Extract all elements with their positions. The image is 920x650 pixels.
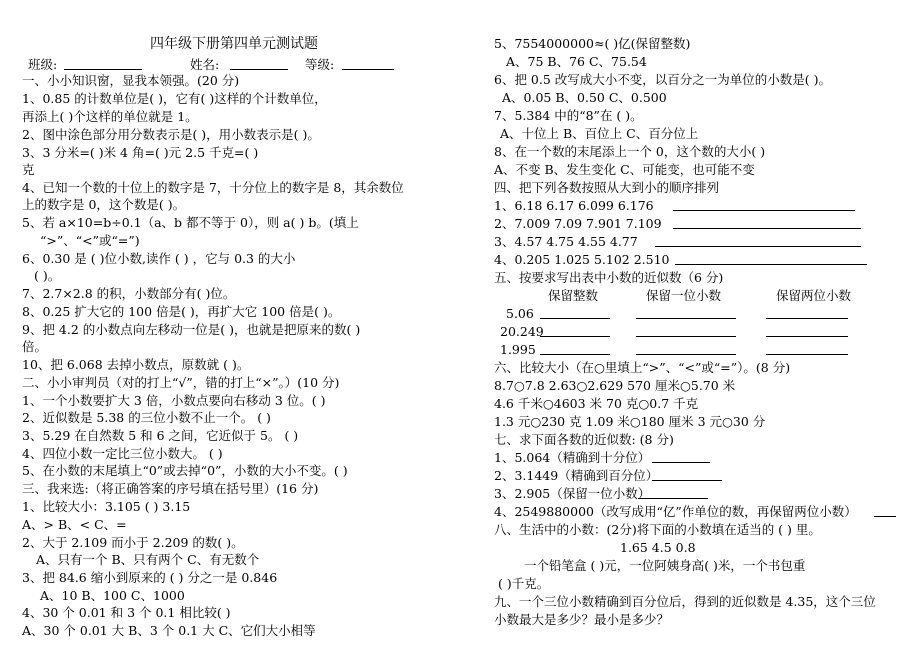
question-line: 克	[22, 162, 35, 177]
order-line-1: 1、6.18 6.17 6.099 6.176	[494, 198, 654, 213]
compare-line: 8.7○7.8 2.63○2.629 570 厘米○5.70 米	[494, 378, 736, 393]
table-cell-blank[interactable]	[540, 307, 610, 319]
approx-answer-blank[interactable]	[874, 505, 896, 517]
class-blank[interactable]	[64, 58, 142, 70]
approx-line: 3、2.905（保留一位小数）	[494, 486, 651, 501]
section-2-heading: 二、小小审判员（对的打上“√”，错的打上“×”。）(10 分)	[22, 375, 340, 390]
order-line-2: 2、7.009 7.09 7.901 7.109	[494, 216, 662, 231]
compare-line: 4.6 千米○4603 米 70 克○0.7 千克	[494, 396, 699, 411]
fill-line: ( )千克。	[498, 576, 550, 591]
approx-line: 2、3.1449（精确到百分位）	[494, 468, 659, 483]
table-cell-blank[interactable]	[636, 325, 736, 337]
question-line: 4、已知一个数的十位上的数字是 7，十分位上的数字是 8，其余数位	[22, 180, 404, 195]
question-line: 上的数字是 0，这个数是( )。	[22, 197, 186, 212]
order-answer-blank[interactable]	[675, 253, 867, 265]
question-line: 3、把 84.6 缩小到原来的 ( ) 分之一是 0.846	[22, 570, 278, 585]
question-line: 8、在一个数的末尾添上一个 0，这个数的大小( )	[494, 144, 766, 159]
options-line: A、> B、< C、=	[22, 517, 127, 532]
name-blank[interactable]	[230, 58, 288, 70]
page-title: 四年级下册第四单元测试题	[150, 36, 318, 52]
question-line: 2、近似数是 5.38 的三位小数不止一个。 ( )	[22, 410, 271, 425]
section-4-heading: 四、把下列各数按照从大到小的顺序排列	[494, 180, 720, 195]
question-line: 5、若 a×10=b÷0.1（a、b 都不等于 0），则 a( ) b。(填上	[22, 215, 359, 230]
question-line: 倍。	[22, 339, 48, 354]
question-line: 1、比较大小：3.105 ( ) 3.15	[22, 499, 191, 514]
order-line-4: 4、0.205 1.025 5.102 2.510	[494, 252, 670, 267]
question-line: 3、5.29 在自然数 5 和 6 之间，它近似于 5。 ( )	[22, 428, 299, 443]
order-answer-blank[interactable]	[673, 217, 861, 229]
question-line: 2、大于 2.109 而小于 2.209 的数( )。	[22, 535, 244, 550]
table-row-label: 20.249	[500, 324, 544, 339]
order-answer-blank[interactable]	[655, 235, 861, 247]
class-label: 班级:	[28, 57, 58, 72]
options-line: A、十位上 B、百位上 C、百分位上	[500, 126, 699, 141]
question-line: 8、0.25 扩大它的 100 倍是( )，再扩大它 100 倍是( )。	[22, 304, 341, 319]
table-cell-blank[interactable]	[540, 325, 610, 337]
question-line: 小数最大是多少？最小是多少？	[494, 612, 670, 627]
table-header: 保留整数	[548, 288, 599, 303]
order-answer-blank[interactable]	[673, 199, 855, 211]
table-header: 保留两位小数	[776, 288, 852, 303]
grade-label: 等级:	[305, 57, 335, 72]
section-7-heading: 七、求下面各数的近似数: (8 分)	[494, 432, 674, 447]
question-line: 3、3 分米=( )米 4 角=( )元 2.5 千克=( )	[22, 145, 259, 160]
table-row-label: 1.995	[500, 342, 536, 357]
question-line: 9、把 4.2 的小数点向左移动一位是( )，也就是把原来的数( )	[22, 322, 361, 337]
question-line: 1、一个小数要扩大 3 倍，小数点要向右移动 3 位。( )	[22, 393, 326, 408]
question-line: 6、0.30 是 ( )位小数,读作 ( ) ，它与 0.3 的大小	[22, 251, 296, 266]
section-8-heading: 八、生活中的小数：(2分)将下面的小数填在适当的 ( ) 里。	[494, 522, 821, 537]
options-line: A、10 B、100 C、1000	[40, 588, 185, 603]
section-6-heading: 六、比较大小（在○里填上“>”、“<”或“=”）。(8 分)	[494, 360, 791, 375]
options-line: A、不变 B、发生变化 C、可能变，也可能不变	[494, 162, 755, 177]
approx-line: 1、5.064（精确到十分位）	[494, 450, 651, 465]
question-line: 4、四位小数一定比三位小数大。 ( )	[22, 446, 223, 461]
section-5-heading: 五、按要求写出表中小数的近似数（6 分)	[494, 270, 724, 285]
question-line: 10、把 6.068 去掉小数点，原数就 ( )。	[22, 357, 250, 372]
question-line: 5、在小数的末尾填上“0”或去掉“0”，小数的大小不变。( )	[22, 463, 348, 478]
question-line: 7、5.384 中的“8”在 ( )。	[494, 108, 643, 123]
table-cell-blank[interactable]	[540, 343, 610, 355]
order-line-3: 3、4.57 4.75 4.55 4.77	[494, 234, 638, 249]
question-line: 5、7554000000≈( )亿(保留整数)	[494, 36, 691, 51]
question-line: 4、30 个 0.01 和 3 个 0.1 相比较( )	[22, 605, 231, 620]
section-1-heading: 一、小小知识窗，显我本领强。(20 分)	[22, 73, 240, 88]
approx-line: 4、2549880000（改写成用“亿”作单位的数，再保留两位小数）	[494, 504, 857, 519]
options-line: A、0.05 B、0.50 C、0.500	[502, 90, 667, 105]
name-label: 姓名:	[190, 57, 220, 72]
table-cell-blank[interactable]	[636, 343, 736, 355]
table-row-label: 5.06	[506, 306, 534, 321]
question-line: “>”、“<”或“=”)	[40, 233, 140, 248]
question-line: 1、0.85 的计数单位是( )，它有( )这样的个计数单位，	[22, 91, 327, 106]
table-cell-blank[interactable]	[766, 343, 848, 355]
question-line: 6、把 0.5 改写成大小不变，以百分之一为单位的小数是( )。	[494, 72, 832, 87]
decimal-choices: 1.65 4.5 0.8	[620, 540, 696, 555]
compare-line: 1.3 元○230 克 1.09 米○180 厘米 3 元○30 分	[494, 414, 766, 429]
table-cell-blank[interactable]	[766, 325, 848, 337]
approx-answer-blank[interactable]	[652, 469, 722, 481]
question-line: 7、2.7×2.8 的积，小数部分有( )位。	[22, 286, 236, 301]
question-line: 2、图中涂色部分用分数表示是( )，用小数表示是( )。	[22, 127, 320, 142]
table-cell-blank[interactable]	[636, 307, 736, 319]
question-line: ( )。	[34, 268, 61, 283]
section-3-heading: 三、我来选:（将正确答案的序号填在括号里）(16 分)	[22, 481, 319, 496]
options-line: A、30 个 0.01 大 B、3 个 0.1 大 C、它们大小相等	[22, 623, 316, 638]
section-9-heading: 九、一个三位小数精确到百分位后，得到的近似数是 4.35，这个三位	[494, 594, 876, 609]
approx-answer-blank[interactable]	[652, 451, 710, 463]
fill-line: 一个铅笔盒 ( )元，一位阿姨身高( )米，一个书包重	[524, 558, 806, 573]
table-header: 保留一位小数	[646, 288, 722, 303]
table-cell-blank[interactable]	[766, 307, 848, 319]
grade-blank[interactable]	[342, 58, 394, 70]
question-line: 再添上( )个这样的单位就是 1。	[22, 109, 198, 124]
approx-answer-blank[interactable]	[638, 487, 708, 499]
options-line: A、75 B、76 C、75.54	[506, 54, 647, 69]
options-line: A、只有一个 B、只有两个 C、有无数个	[36, 552, 260, 567]
